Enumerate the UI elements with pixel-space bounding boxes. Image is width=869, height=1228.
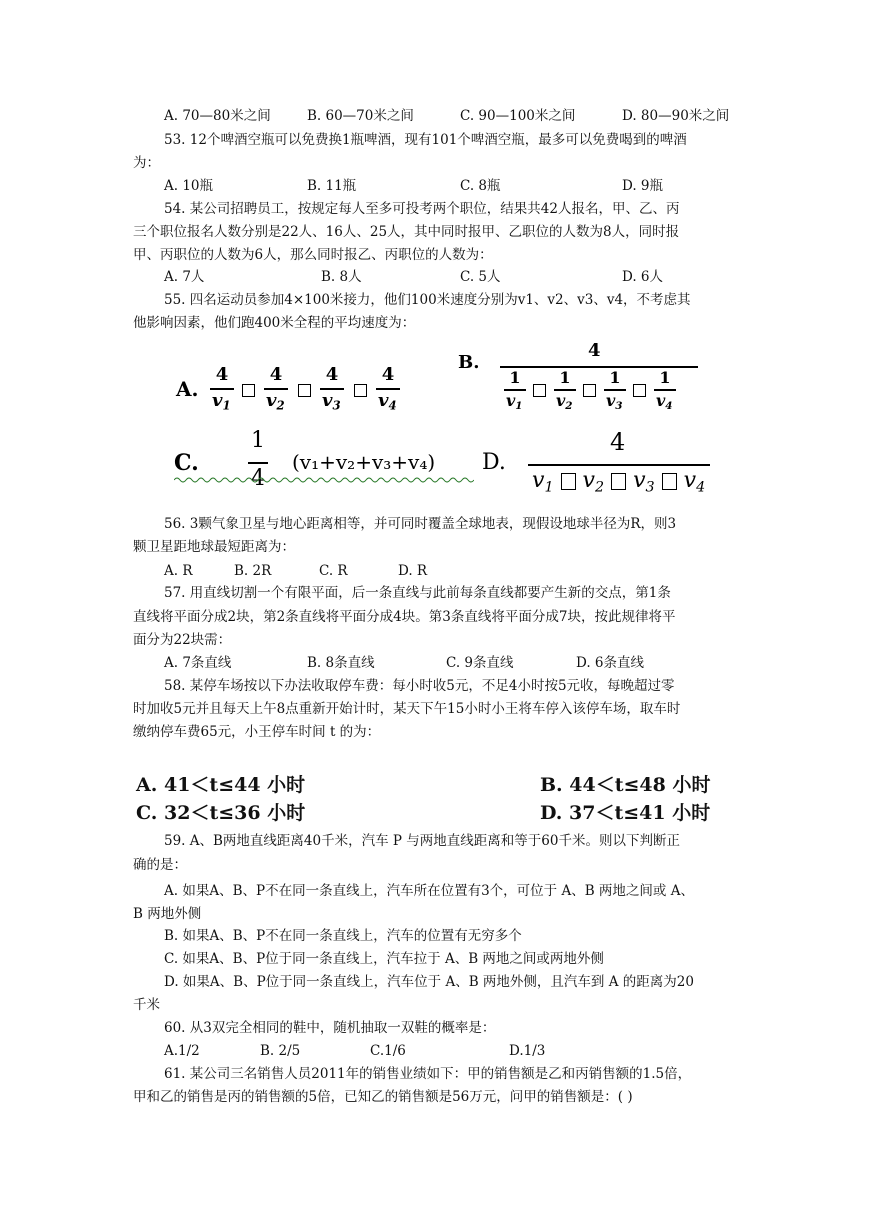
option-b: B. 8人: [321, 269, 362, 285]
question-58-line-2: 时加收5元并且每天上午8点重新开始计时，某天下午15小时小王将车停入该停车场，取车时: [133, 701, 681, 717]
question-54-line-3: 甲、丙职位的人数为6人，那么同时报乙、丙职位的人数为：: [133, 247, 493, 263]
option-c: C. 32＜t≤36 小时: [136, 802, 306, 824]
denominator: $v_3$: [322, 390, 341, 413]
denominator: $v_1$: [506, 391, 523, 413]
option-b: B. 2R: [234, 563, 272, 579]
question-57-line-1: 57. 用直线切割一个有限平面，后一条直线与此前每条直线都要产生新的交点，第1条: [164, 585, 671, 601]
option-a: A. 10瓶: [164, 178, 214, 194]
placeholder-box: [298, 384, 311, 397]
question-56-line-2: 颗卫星距地球最短距离为：: [133, 539, 295, 555]
question-55-line-2: 他影响因素，他们跑400米全程的平均速度为：: [133, 315, 416, 331]
q59-option-d-line-1: D. 如果A、B、P位于同一条直线上，汽车位于 A、B 两地外侧，且汽车到 A 的距离为20: [164, 974, 694, 990]
denominator: $v_2$: [266, 390, 285, 413]
question-57-line-2: 直线将平面分成2块，第2条直线将平面分成4块。第3条直线将平面分成7块，按此规律将平: [133, 609, 676, 625]
placeholder-box: [583, 384, 596, 397]
question-53-line-2: 为：: [133, 155, 160, 171]
q59-option-d-line-2: 千米: [133, 997, 160, 1013]
sum-expression: (v₁+v₂+v₃+v₄): [292, 450, 436, 474]
question-58-line-3: 缴纳停车费65元，小王停车时间 t 的为：: [133, 724, 381, 740]
question-59-line-2: 确的是：: [133, 857, 187, 873]
q59-option-a-line-2: B 两地外侧: [133, 906, 202, 922]
numerator: 1: [559, 368, 571, 387]
question-53-line-1: 53. 12个啤酒空瓶可以免费换1瓶啤酒，现有101个啤酒空瓶，最多可以免费喝到的啤酒: [164, 132, 687, 148]
option-label: B.: [458, 352, 480, 373]
formula-option-d: [482, 428, 722, 502]
denominator: 4: [251, 466, 265, 491]
numerator: 4: [381, 364, 395, 385]
option-a: A. 41＜t≤44 小时: [136, 774, 306, 796]
denominator: $v_3$: [606, 391, 623, 413]
option-c: C.1/6: [370, 1043, 406, 1059]
option-a: A. 7条直线: [164, 655, 232, 671]
numerator: 1: [251, 428, 265, 453]
option-a: A.1/2: [164, 1043, 200, 1059]
numerator: 1: [609, 368, 621, 387]
numerator: 4: [215, 364, 229, 385]
outer-numerator: 4: [588, 340, 601, 361]
option-c: C. R: [319, 563, 348, 579]
option-b: B. 8条直线: [307, 655, 375, 671]
placeholder-box: [533, 384, 546, 397]
option-c: C. 90—100米之间: [460, 108, 576, 124]
question-57-line-3: 面分为22块需：: [133, 632, 232, 648]
option-b: B. 11瓶: [307, 178, 357, 194]
denominator: $v_1$ $v_2$ $v_3$ $v_4$: [532, 468, 706, 496]
option-d: D. 6条直线: [576, 655, 645, 671]
option-c: C. 9条直线: [446, 655, 514, 671]
denominator: $v_4$: [378, 390, 397, 413]
denominator: $v_2$: [556, 391, 573, 413]
question-55-line-1: 55. 四名运动员参加4×100米接力，他们100米速度分别为v1、v2、v3、v4，不考虑其: [164, 292, 691, 308]
question-61-line-2: 甲和乙的销售是丙的销售额的5倍，已知乙的销售额是56万元，问甲的销售额是：( ): [133, 1089, 633, 1105]
option-a: A. R: [164, 563, 193, 579]
numerator: 1: [659, 368, 671, 387]
question-54-line-2: 三个职位报名人数分别是22人、16人、25人，其中同时报甲、乙职位的人数为8人，同时报: [133, 224, 680, 240]
numerator: 4: [269, 364, 283, 385]
option-d: D. 9瓶: [622, 178, 664, 194]
option-a: A. 70—80米之间: [164, 108, 271, 124]
placeholder-box: [242, 384, 255, 397]
formula-option-a: [176, 364, 436, 420]
question-60-line-1: 60. 从3双完全相同的鞋中，随机抽取一双鞋的概率是：: [164, 1020, 496, 1036]
option-d: D. 80—90米之间: [622, 108, 730, 124]
option-d: D.1/3: [509, 1043, 546, 1059]
placeholder-box: [633, 384, 646, 397]
wavy-underline: [174, 476, 474, 484]
question-54-line-1: 54. 某公司招聘员工，按规定每人至多可投考两个职位，结果共42人报名，甲、乙、丙: [164, 201, 680, 217]
option-d: D. 6人: [622, 269, 664, 285]
numerator: 1: [509, 368, 521, 387]
question-59-line-1: 59. A、B两地直线距离40千米，汽车 P 与两地直线距离和等于60千米。则以下判断正: [164, 833, 680, 849]
denominator: $v_1$: [212, 390, 231, 413]
option-b: B. 2/5: [260, 1043, 301, 1059]
q59-option-b: B. 如果A、B、P不在同一条直线上，汽车的位置有无穷多个: [164, 928, 522, 944]
option-label: A.: [176, 377, 199, 401]
outer-numerator: 4: [610, 428, 626, 456]
option-b: B. 44＜t≤48 小时: [540, 774, 711, 796]
denominator: $v_4$: [656, 391, 673, 413]
q59-option-a-line-1: A. 如果A、B、P不在同一条直线上，汽车所在位置有3个，可位于 A、B 两地之间或 A、: [164, 883, 694, 899]
option-label: C.: [174, 450, 199, 476]
option-label: D.: [482, 450, 506, 475]
q59-option-c: C. 如果A、B、P位于同一条直线上，汽车拉于 A、B 两地之间或两地外侧: [164, 951, 604, 967]
option-c: C. 5人: [460, 269, 501, 285]
option-b: B. 60—70米之间: [307, 108, 414, 124]
formula-option-b: [458, 340, 708, 418]
option-c: C. 8瓶: [460, 178, 501, 194]
question-58-line-1: 58. 某停车场按以下办法收取停车费：每小时收5元，不足4小时按5元收，每晚超过零: [164, 678, 675, 694]
placeholder-box: [354, 384, 367, 397]
question-56-line-1: 56. 3颗气象卫星与地心距离相等，并可同时覆盖全球地表，现假设地球半径为R，则3: [164, 516, 677, 532]
formula-option-c: [174, 428, 474, 502]
question-61-line-1: 61. 某公司三名销售人员2011年的销售业绩如下：甲的销售额是乙和丙销售额的1.5倍，: [164, 1066, 692, 1082]
numerator: 4: [325, 364, 339, 385]
option-d: D. R: [398, 563, 428, 579]
option-d: D. 37＜t≤41 小时: [540, 802, 711, 824]
option-a: A. 7人: [164, 269, 205, 285]
